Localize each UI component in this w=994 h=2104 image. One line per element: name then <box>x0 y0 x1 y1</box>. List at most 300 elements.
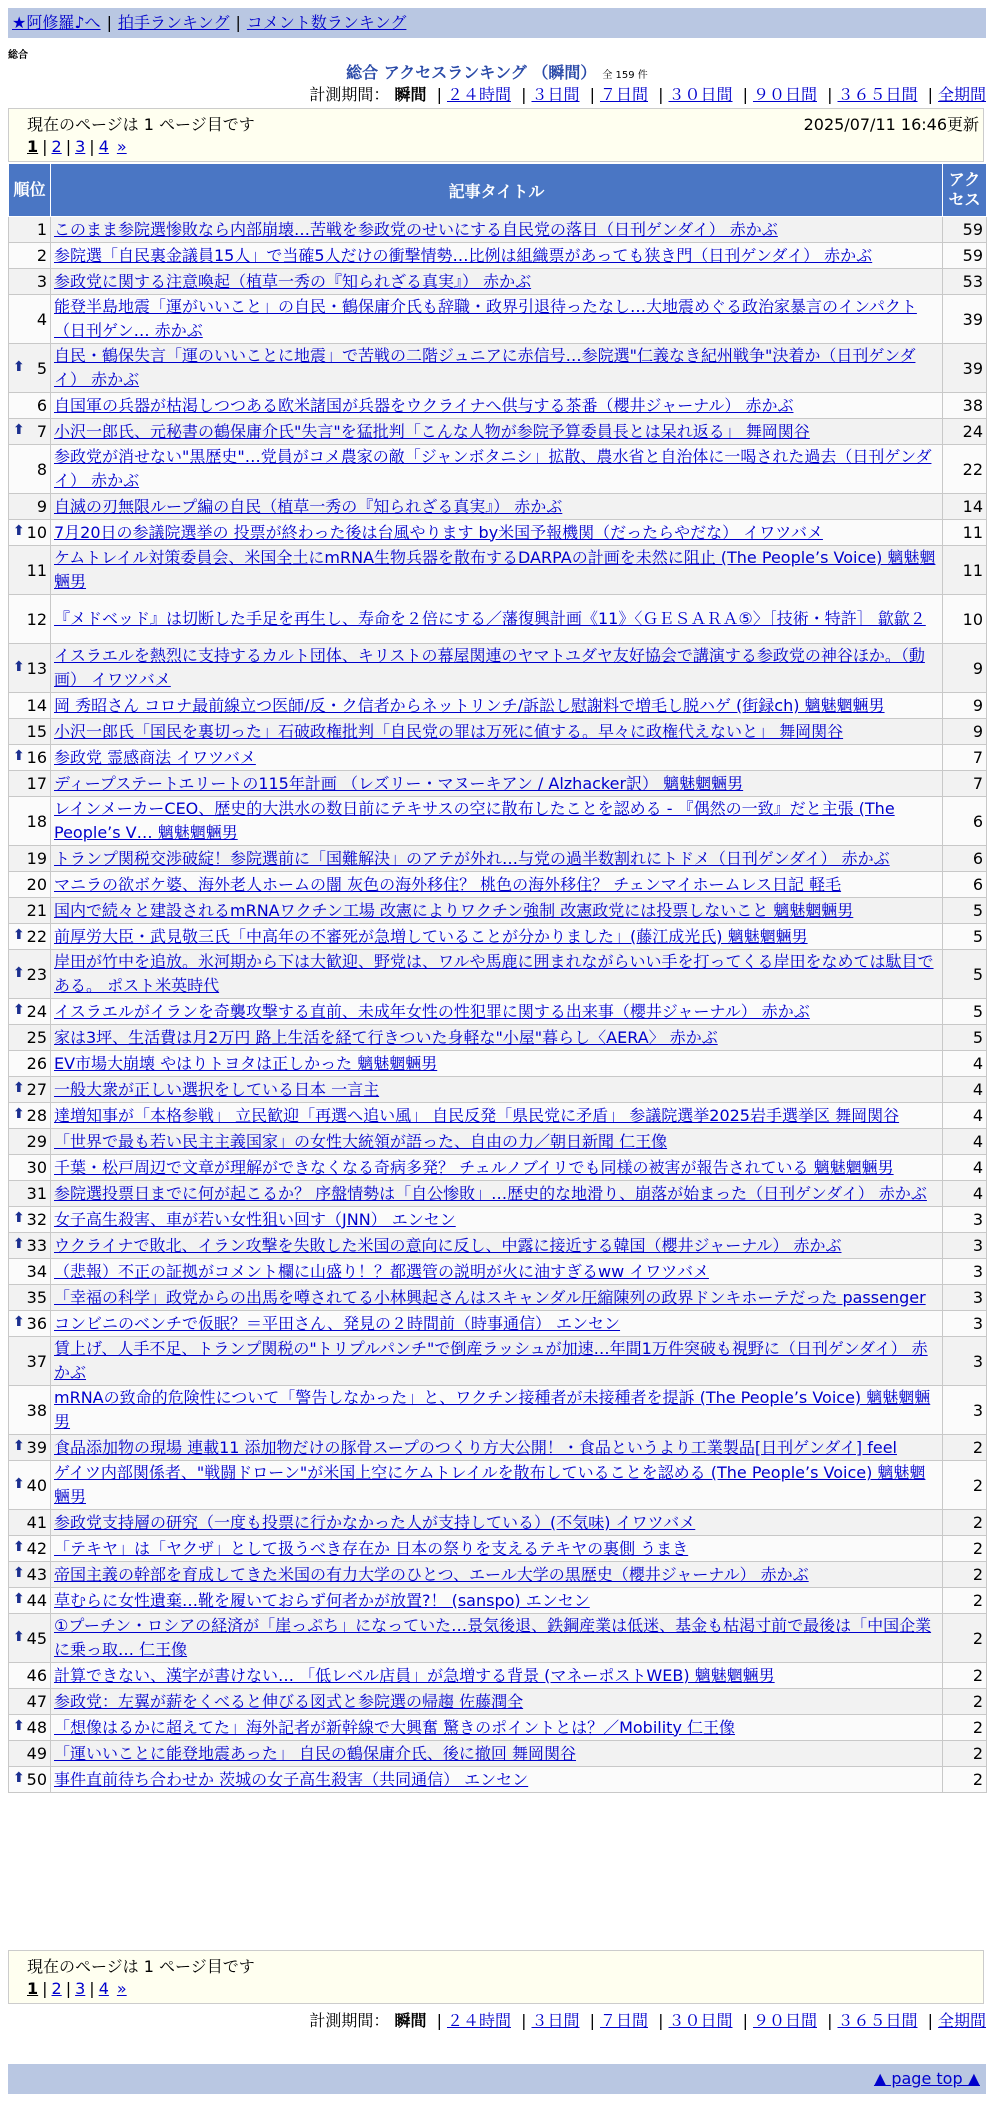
title-cell <box>51 950 943 999</box>
article-link[interactable]: 女子高生殺害、車が若い女性狙い回す（JNN） エンセン <box>54 1209 456 1229</box>
rank-cell <box>9 1337 51 1386</box>
total-count: 全 159 件 <box>602 70 648 81</box>
table-row <box>9 1025 987 1051</box>
access-count: 5 <box>943 1025 987 1051</box>
rank-number: 19 <box>26 849 47 868</box>
rank-number: 43 <box>26 1565 47 1584</box>
title-cell <box>51 1689 943 1715</box>
period-24h-link-bottom[interactable]: ２４時間 <box>446 2011 511 2030</box>
article-link[interactable]: 参院選「自民裏金議員15人」で当確5人だけの衝撃情勢…比例は組織票があっても狭き門（日刊ゲンダイ） 赤かぶ <box>54 245 873 265</box>
rank-number: 27 <box>26 1080 47 1099</box>
article-link[interactable]: 千葉・松戸周辺で文章が理解ができなくなる奇病多発？ チェルノブイリでも同様の被害が報告されている 魑魅魍魎男 <box>54 1157 894 1177</box>
table-row <box>9 1337 987 1386</box>
title-cell <box>51 1077 943 1103</box>
period-label-bottom: 計測期間： <box>309 2011 390 2030</box>
table-row <box>9 1715 987 1741</box>
title-cell <box>51 269 943 295</box>
period-all-link[interactable]: 全期間 <box>937 85 986 104</box>
table-row <box>9 898 987 924</box>
rank-header: 順位 <box>9 164 51 217</box>
arrow-up-icon: ⬆ <box>13 358 25 375</box>
article-link[interactable]: 草むらに女性遺棄…靴を履いておらず何者かが放置?！ (sanspo) エンセン <box>54 1590 590 1610</box>
rank-number: 6 <box>36 396 47 415</box>
arrow-up-icon: ⬆ <box>13 422 25 438</box>
period-7d-link-bottom[interactable]: ７日間 <box>599 2011 648 2030</box>
title-cell <box>51 1207 943 1233</box>
rank-cell <box>9 393 51 419</box>
rank-cell <box>9 1386 51 1435</box>
title-cell <box>51 872 943 898</box>
period-90d-link[interactable]: ９０日間 <box>752 85 817 104</box>
arrow-up-icon: ⬆ <box>13 523 25 539</box>
title-cell <box>51 797 943 846</box>
arrow-up-icon: ⬆ <box>13 1718 25 1734</box>
rank-cell <box>9 846 51 872</box>
arrow-up-icon: ⬆ <box>13 1106 25 1122</box>
article-link[interactable]: 参院選投票日までに何が起こるか？ 序盤情勢は「自公惨敗」…歴史的な地滑り、崩落が始まった（日刊ゲンダイ） 赤かぶ <box>54 1183 927 1203</box>
article-link[interactable]: ケムトレイル対策委員会、米国全土にmRNA生物兵器を散布するDARPAの計画を未然に阻止 (The People’s Voice) 魑魅魍魎男 <box>54 548 936 591</box>
access-count: 2 <box>943 1562 987 1588</box>
article-link[interactable]: 計算できない、漢字が書けない… 「低レベル店員」が急増する背景 (マネーポストWEB) 魑魅魍魎男 <box>54 1665 775 1685</box>
article-link[interactable]: 参政党支持層の研究（一度も投票に行かなかった人が支持している）(不気味) イワツバメ <box>54 1512 696 1532</box>
rank-cell <box>9 1077 51 1103</box>
table-row <box>9 445 987 494</box>
arrow-up-icon: ⬆ <box>13 1438 25 1454</box>
rank-number: 32 <box>26 1210 47 1229</box>
title-cell <box>51 445 943 494</box>
article-link[interactable]: マニラの欲ボケ婆、海外老人ホームの闇 灰色の海外移住？ 桃色の海外移住？ チェンマイホームレス日記 軽毛 <box>54 874 842 894</box>
table-row <box>9 1311 987 1337</box>
page-2-link[interactable]: 2 <box>51 137 62 156</box>
article-link[interactable]: 事件直前待ち合わせか 茨城の女子高生殺害（共同通信） エンセン <box>54 1769 529 1789</box>
article-link[interactable]: 小沢一郎氏「国民を裏切った」石破政権批判「自民党の罪は万死に値する。早々に政権代えないと」 舞岡関谷 <box>54 721 844 741</box>
rank-number: 45 <box>26 1628 47 1648</box>
article-link[interactable]: 前厚労大臣・武見敬三氏「中高年の不審死が急増していることが分かりました」(藤江成光氏) 魑魅魍魎男 <box>54 926 808 946</box>
article-link[interactable]: 家は3坪、生活費は月2万円 路上生活を経て行きついた身軽な"小屋"暮らし〈AERA〉 赤かぶ <box>54 1027 718 1047</box>
ranking-rows <box>9 217 987 1793</box>
title-cell <box>51 1715 943 1741</box>
table-row <box>9 1663 987 1689</box>
access-count: 6 <box>943 846 987 872</box>
article-link[interactable]: コンビニのベンチで仮眠？＝平田さん、発見の２時間前（時事通信） エンセン <box>54 1313 621 1333</box>
rank-number: 34 <box>26 1262 47 1281</box>
title-cell <box>51 693 943 719</box>
updated-timestamp: 2025/07/11 16:46更新 <box>803 115 979 134</box>
article-link[interactable]: （悲報）不正の証拠がコメント欄に山盛り！？都選管の説明が火に油すぎるww イワツバメ <box>54 1261 709 1281</box>
table-row <box>9 1588 987 1614</box>
page-links-bottom: 1 | 2 | 3 | 4 » <box>27 1979 127 1998</box>
table-row <box>9 295 987 344</box>
title-cell <box>51 419 943 445</box>
title-cell <box>51 1337 943 1386</box>
access-count: 2 <box>943 1689 987 1715</box>
rank-number: 21 <box>26 901 47 920</box>
access-count: 53 <box>943 269 987 295</box>
rank-number: 24 <box>26 1002 47 1021</box>
article-link[interactable]: mRNAの致命的危険性について「警告しなかった」と、ワクチン接種者が未接種者を提訴 (The People’s Voice) 魑魅魍魎男 <box>54 1388 931 1431</box>
access-count: 9 <box>943 693 987 719</box>
article-link[interactable]: 参政党：左翼が薪をくべると伸びる図式と参院選の帰趨 佐藤潤全 <box>54 1691 524 1711</box>
rank-number: 47 <box>26 1692 47 1711</box>
article-link[interactable]: 「幸福の科学」政党からの出馬を噂されてる小林興起さんはスキャンダル圧縮陳列の政界ドンキホーテだった passenger <box>54 1287 926 1307</box>
title-cell <box>51 999 943 1025</box>
access-count: 38 <box>943 393 987 419</box>
table-row <box>9 494 987 520</box>
title-cell <box>51 1285 943 1311</box>
next-page-link[interactable]: » <box>116 137 127 156</box>
title-cell <box>51 295 943 344</box>
asyura-home-link[interactable]: ★阿修羅♪へ <box>12 13 101 32</box>
title-cell <box>51 1103 943 1129</box>
rank-cell <box>9 1588 51 1614</box>
rank-number: 9 <box>36 497 47 516</box>
title-cell <box>51 846 943 872</box>
access-count: 3 <box>943 1386 987 1435</box>
applause-ranking-link[interactable]: 拍手ランキング <box>117 13 230 32</box>
title-cell <box>51 1562 943 1588</box>
access-count: 11 <box>943 520 987 546</box>
article-link[interactable]: 『メドベッド』は切断した手足を再生し、寿命を２倍にする／藩復興計画《11》〈ＧＥＳＡＲＡ⑤〉［技術・特許］ 歙歙２ <box>54 609 926 628</box>
article-link[interactable]: 自国軍の兵器が枯渇しつつある欧米諸国が兵器をウクライナへ供与する茶番（櫻井ジャーナル） 赤かぶ <box>54 395 794 415</box>
rank-number: 17 <box>26 774 47 793</box>
table-row <box>9 872 987 898</box>
comment-ranking-link[interactable]: コメント数ランキング <box>246 13 407 32</box>
rank-number: 20 <box>26 875 47 894</box>
access-count: 2 <box>943 1663 987 1689</box>
rank-cell <box>9 644 51 693</box>
title-cell <box>51 1233 943 1259</box>
table-row <box>9 1689 987 1715</box>
rank-cell <box>9 1614 51 1663</box>
arrow-up-icon: ⬆ <box>13 1210 25 1226</box>
article-link[interactable]: 岡 秀昭さん コロナ最前線立つ医師/反・ク信者からネットリンチ/訴訟し慰謝料で増毛し脱ハゲ (街録ch) 魑魅魍魎男 <box>54 695 885 715</box>
table-row <box>9 1614 987 1663</box>
access-count: 7 <box>943 771 987 797</box>
title-cell <box>51 1129 943 1155</box>
table-row <box>9 644 987 693</box>
rank-cell <box>9 1461 51 1510</box>
access-count: 5 <box>943 924 987 950</box>
rank-cell <box>9 1051 51 1077</box>
arrow-up-icon: ⬆ <box>13 1539 25 1555</box>
arrow-up-icon: ⬆ <box>13 748 25 764</box>
article-link[interactable]: 参政党が消せない"黒歴史"…党員がコメ農家の敵「ジャンボタニシ」拡散、農水省と自治体に一喝された過去（日刊ゲンダイ） 赤かぶ <box>54 447 932 490</box>
article-link[interactable]: 「想像はるかに超えてた」海外記者が新幹線で大興奮 驚きのポイントとは？／Mobility 仁王像 <box>54 1717 736 1737</box>
access-count: 3 <box>943 1311 987 1337</box>
rank-number: 15 <box>26 722 47 741</box>
arrow-up-icon: ⬆ <box>13 927 25 943</box>
article-link[interactable]: 7月20日の参議院選挙の 投票が終わった後は台風やります by米国予報機関（だったらやだな） イワツバメ <box>54 522 823 542</box>
nav-separator: | <box>235 13 241 32</box>
article-link[interactable]: 参政党に関する注意喚起（植草一秀の『知られざる真実』） 赤かぶ <box>54 271 532 291</box>
table-row <box>9 243 987 269</box>
rank-number: 30 <box>26 1158 47 1177</box>
page-links: 1 | 2 | 3 | 4 » <box>27 137 127 156</box>
title-cell <box>51 898 943 924</box>
rank-cell <box>9 797 51 846</box>
article-link[interactable]: 「運いいことに能登地震あった」 自民の鶴保庸介氏、後に撤回 舞岡関谷 <box>54 1743 577 1763</box>
article-link[interactable]: トランプ関税交渉破綻！参院選前に「国難解決」のアテが外れ…与党の過半数割れにトドメ（日刊ゲンダイ） 赤かぶ <box>54 848 890 868</box>
access-count: 2 <box>943 1614 987 1663</box>
table-row <box>9 344 987 393</box>
access-count: 14 <box>943 494 987 520</box>
rank-cell <box>9 1767 51 1793</box>
rank-cell <box>9 1663 51 1689</box>
access-count: 3 <box>943 1259 987 1285</box>
access-count: 2 <box>943 1715 987 1741</box>
title-cell <box>51 1588 943 1614</box>
access-count: 4 <box>943 1051 987 1077</box>
arrow-up-icon: ⬆ <box>13 1628 25 1645</box>
rank-number: 48 <box>26 1718 47 1737</box>
access-count: 4 <box>943 1181 987 1207</box>
rank-number: 41 <box>26 1513 47 1532</box>
title-cell <box>51 546 943 595</box>
table-row <box>9 1767 987 1793</box>
period-all-link-bottom[interactable]: 全期間 <box>937 2011 986 2030</box>
rank-number: 50 <box>26 1770 47 1789</box>
period-current: 瞬間 <box>394 85 427 104</box>
article-link[interactable]: 「テキヤ」は「ヤクザ」として扱うべき存在か 日本の祭りを支えるテキヤの裏側 うまき <box>54 1538 689 1558</box>
rank-number: 10 <box>26 523 47 542</box>
period-24h-link[interactable]: ２４時間 <box>446 85 511 104</box>
table-row <box>9 745 987 771</box>
title-cell <box>51 644 943 693</box>
article-link[interactable]: 能登半島地震「運がいいこと」の自民・鶴保庸介氏も辞職・政界引退待ったなし…大地震めぐる政治家暴言のインパクト（日刊ゲン… 赤かぶ <box>54 297 917 340</box>
page-4-link-bottom[interactable]: 4 <box>98 1979 109 1998</box>
rank-number: 7 <box>36 422 47 441</box>
rank-number: 44 <box>26 1591 47 1610</box>
table-row <box>9 693 987 719</box>
page-3-link[interactable]: 3 <box>75 137 86 156</box>
article-link[interactable]: ウクライナで敗北、イラン攻撃を失敗した米国の意向に反し、中露に接近する韓国（櫻井ジャーナル） 赤かぶ <box>54 1235 842 1255</box>
pager-top <box>8 108 984 162</box>
title-cell <box>51 1741 943 1767</box>
title-cell <box>51 1663 943 1689</box>
arrow-up-icon: ⬆ <box>13 1770 25 1786</box>
access-count: 2 <box>943 1461 987 1510</box>
table-row <box>9 719 987 745</box>
access-count: 5 <box>943 898 987 924</box>
access-count: 11 <box>943 546 987 595</box>
table-row <box>9 595 987 644</box>
page-top-link[interactable]: ▲ page top ▲ <box>873 2069 980 2088</box>
title-cell <box>51 243 943 269</box>
title-cell <box>51 595 943 644</box>
rank-cell <box>9 719 51 745</box>
period-30d-link[interactable]: ３０日間 <box>668 85 733 104</box>
arrow-up-icon: ⬆ <box>13 964 25 981</box>
article-link[interactable]: 帝国主義の幹部を育成してきた米国の有力大学のひとつ、エール大学の黒歴史（櫻井ジャーナル） 赤かぶ <box>54 1564 809 1584</box>
access-count: 3 <box>943 1233 987 1259</box>
arrow-up-icon: ⬆ <box>13 1565 25 1581</box>
title-cell <box>51 1510 943 1536</box>
access-count: 4 <box>943 1155 987 1181</box>
rank-number: 33 <box>26 1236 47 1255</box>
article-link[interactable]: 参政党 霊感商法 イワツバメ <box>54 747 256 767</box>
arrow-up-icon: ⬆ <box>13 658 25 675</box>
article-link[interactable]: 自民・鶴保失言「運のいいことに地震」で苦戦の二階ジュニアに赤信号…参院選"仁義なき紀州戦争"決着か（日刊ゲンダイ） 赤かぶ <box>54 346 916 389</box>
rank-cell <box>9 1311 51 1337</box>
rank-cell <box>9 1689 51 1715</box>
rank-cell <box>9 494 51 520</box>
article-link[interactable]: 「世界で最も若い民主主義国家」の女性大統領が語った、自由の力／朝日新聞 仁王像 <box>54 1131 668 1151</box>
title-cell <box>51 1155 943 1181</box>
rank-number: 23 <box>26 964 47 984</box>
period-3d-link[interactable]: ３日間 <box>531 85 580 104</box>
table-row <box>9 999 987 1025</box>
period-365d-link-bottom[interactable]: ３６５日間 <box>837 2011 918 2030</box>
rank-number: 25 <box>26 1028 47 1047</box>
table-row <box>9 1103 987 1129</box>
table-row <box>9 269 987 295</box>
access-count: 59 <box>943 243 987 269</box>
period-90d-link-bottom[interactable]: ９０日間 <box>752 2011 817 2030</box>
rank-cell <box>9 693 51 719</box>
table-row <box>9 1233 987 1259</box>
access-count: 22 <box>943 445 987 494</box>
table-row <box>9 950 987 999</box>
title-header: 記事タイトル <box>51 164 943 217</box>
rank-number: 42 <box>26 1539 47 1558</box>
rank-number: 16 <box>26 748 47 767</box>
rank-number: 36 <box>26 1314 47 1333</box>
title-cell <box>51 1536 943 1562</box>
rank-number: 14 <box>26 696 47 715</box>
arrow-up-icon: ⬆ <box>13 1236 25 1252</box>
page-3-link-bottom[interactable]: 3 <box>75 1979 86 1998</box>
article-link[interactable]: 岸田が竹中を追放。氷河期から下は大歓迎、野党は、ワルや馬鹿に囲まれながらいい手を打ってくる岸田をなめては駄目である。 ポスト米英時代 <box>54 952 934 995</box>
table-row <box>9 1536 987 1562</box>
current-page: 1 <box>27 137 39 156</box>
rank-cell <box>9 1025 51 1051</box>
rank-cell <box>9 1103 51 1129</box>
rank-cell <box>9 419 51 445</box>
article-link[interactable]: このまま参院選惨敗なら内部崩壊…苦戦を参政党のせいにする自民党の落日（日刊ゲンダイ） 赤かぶ <box>54 219 778 239</box>
period-365d-link[interactable]: ３６５日間 <box>837 85 918 104</box>
table-row <box>9 1285 987 1311</box>
period-label: 計測期間： <box>309 85 390 104</box>
table-row <box>9 1181 987 1207</box>
current-page-bottom: 1 <box>27 1979 39 1998</box>
access-count: 2 <box>943 1588 987 1614</box>
access-count: 5 <box>943 999 987 1025</box>
article-link[interactable]: 国内で続々と建設されるmRNAワクチン工場 改憲によりワクチン強制 改憲政党には投票しないこと 魑魅魍魎男 <box>54 900 854 920</box>
title-cell <box>51 1025 943 1051</box>
rank-cell <box>9 520 51 546</box>
rank-number: 12 <box>26 609 47 629</box>
rank-cell <box>9 1741 51 1767</box>
table-row <box>9 1259 987 1285</box>
page-4-link[interactable]: 4 <box>98 137 109 156</box>
article-link[interactable]: 一般大衆が正しい選択をしている日本 一言主 <box>54 1079 380 1099</box>
period-selector-bottom: 計測期間： 瞬間 | ２４時間 | ３日間 | ７日間 | ３０日間 | ９０日間 | ３６５日間 | 全期間 <box>309 2011 986 2030</box>
article-link[interactable]: イスラエルがイランを奇襲攻撃する直前、未成年女性の性犯罪に関する出来事（櫻井ジャーナル） 赤かぶ <box>54 1001 810 1021</box>
rank-cell <box>9 344 51 393</box>
access-count: 5 <box>943 950 987 999</box>
access-count: 4 <box>943 1103 987 1129</box>
nav-separator: | <box>106 13 112 32</box>
access-count: 9 <box>943 644 987 693</box>
title-cell <box>51 494 943 520</box>
table-row <box>9 393 987 419</box>
rank-number: 37 <box>26 1351 47 1371</box>
article-link[interactable]: EV市場大崩壊 やはりトヨタは正しかった 魑魅魍魎男 <box>54 1053 438 1073</box>
rank-cell <box>9 1510 51 1536</box>
article-link[interactable]: 賃上げ、人手不足、トランプ関税の"トリプルパンチ"で倒産ラッシュが加速…年間1万件突破も視野に（日刊ゲンダイ） 赤かぶ <box>54 1339 928 1382</box>
rank-number: 1 <box>36 220 47 239</box>
table-row <box>9 1461 987 1510</box>
article-link[interactable]: レインメーカーCEO、歴史的大洪水の数日前にテキサスの空に散布したことを認める - 『偶然の一致』だと主張 (The People’s V… 魑魅魍魎男 <box>54 799 895 842</box>
access-count: 4 <box>943 1077 987 1103</box>
title-cell <box>51 1461 943 1510</box>
article-link[interactable]: 達増知事が「本格参戦」 立民歓迎「再選へ追い風」 自民反発「県民党に矛盾」 参議院選挙2025岩手選挙区 舞岡関谷 <box>54 1105 900 1125</box>
rank-cell <box>9 295 51 344</box>
rank-cell <box>9 1536 51 1562</box>
table-row <box>9 924 987 950</box>
table-row <box>9 1510 987 1536</box>
page-info: 現在のページは 1 ページ目です <box>27 115 255 134</box>
article-link[interactable]: 小沢一郎氏、元秘書の鶴保庸介氏"失言"を猛批判「こんな人物が参院予算委員長とは呆れ返る」 舞岡関谷 <box>54 421 810 441</box>
table-row <box>9 846 987 872</box>
access-count: 24 <box>943 419 987 445</box>
rank-cell <box>9 999 51 1025</box>
rank-cell <box>9 269 51 295</box>
article-link[interactable]: 食品添加物の現場 連載11 添加物だけの豚骨スープのつくり方大公開！・食品というより工業製品[日刊ゲンダイ] feel <box>54 1437 897 1457</box>
rank-number: 8 <box>36 459 47 479</box>
title-cell <box>51 344 943 393</box>
article-link[interactable]: ①プーチン・ロシアの経済が「崖っぷち」になっていた…景気後退、鉄鋼産業は低迷、基金も枯渇寸前で最後は「中国企業に乗っ取… 仁王像 <box>54 1616 932 1659</box>
article-link[interactable]: イスラエルを熱烈に支持するカルト団体、キリストの幕屋関連のヤマトユダヤ友好協会で講演する参政党の神谷ほか。（動画） イワツバメ <box>54 646 925 689</box>
article-link[interactable]: ディープステートエリートの115年計画 （レズリー・マヌーキアン / Alzhacker訳） 魑魅魍魎男 <box>54 773 744 793</box>
title-cell <box>51 520 943 546</box>
page-2-link-bottom[interactable]: 2 <box>51 1979 62 1998</box>
next-page-link-bottom[interactable]: » <box>116 1979 127 1998</box>
rank-cell <box>9 872 51 898</box>
article-link[interactable]: 自滅の刃無限ループ編の自民（植草一秀の『知られざる真実』） 赤かぶ <box>54 496 563 516</box>
table-row <box>9 1207 987 1233</box>
title-cell <box>51 1181 943 1207</box>
table-row <box>9 1051 987 1077</box>
title-cell <box>51 1051 943 1077</box>
access-count: 7 <box>943 745 987 771</box>
rank-cell <box>9 1233 51 1259</box>
rank-number: 2 <box>36 246 47 265</box>
title-cell <box>51 745 943 771</box>
rank-cell <box>9 924 51 950</box>
title-cell <box>51 924 943 950</box>
bottom-bar <box>8 2064 986 2094</box>
arrow-up-icon: ⬆ <box>13 1080 25 1096</box>
pager-bottom <box>8 1950 984 2004</box>
table-row <box>9 520 987 546</box>
rank-cell <box>9 1562 51 1588</box>
rank-number: 5 <box>36 358 47 378</box>
title-cell <box>51 1435 943 1461</box>
title-cell <box>51 217 943 243</box>
rank-number: 29 <box>26 1132 47 1151</box>
ranking-table <box>8 163 987 1793</box>
access-count: 59 <box>943 217 987 243</box>
period-30d-link-bottom[interactable]: ３０日間 <box>668 2011 733 2030</box>
article-link[interactable]: ゲイツ内部関係者、"戦闘ドローン"が米国上空にケムトレイルを散布していることを認める (The People’s Voice) 魑魅魍魎男 <box>54 1463 926 1506</box>
rank-cell <box>9 1715 51 1741</box>
period-7d-link[interactable]: ７日間 <box>599 85 648 104</box>
rank-cell <box>9 1285 51 1311</box>
period-3d-link-bottom[interactable]: ３日間 <box>531 2011 580 2030</box>
title-cell <box>51 1311 943 1337</box>
access-count: 3 <box>943 1285 987 1311</box>
